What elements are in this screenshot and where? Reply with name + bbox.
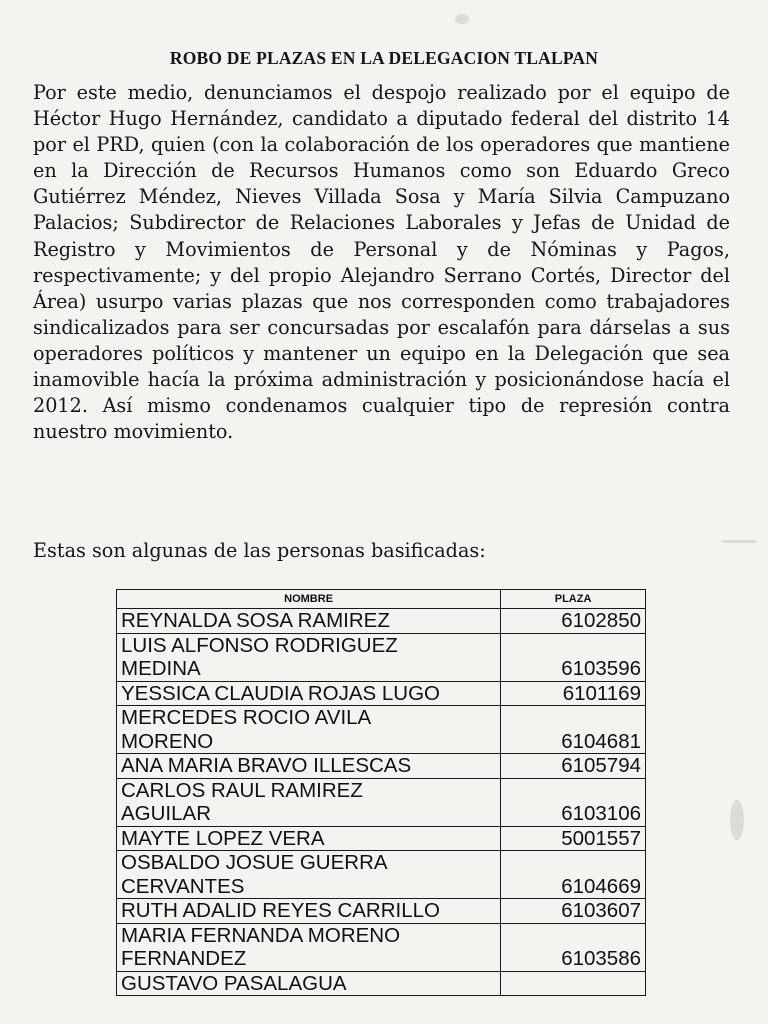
table-row: [117, 826, 646, 851]
table-intro: Estas son algunas de las personas basificadas:: [33, 539, 486, 562]
header-plaza: PLAZA: [501, 590, 646, 609]
row-plaza: 6103106: [501, 778, 646, 826]
row-nombre: MARIA FERNANDA MORENO FERNANDEZ: [117, 923, 501, 971]
row-nombre: GUSTAVO PASALAGUA: [117, 971, 501, 996]
row-plaza: 6105794: [501, 754, 646, 779]
scan-smudge: [722, 540, 756, 543]
table-row: [117, 899, 646, 924]
row-nombre: MAYTE LOPEZ VERA: [117, 826, 501, 851]
table-row: [117, 754, 646, 779]
row-nombre: YESSICA CLAUDIA ROJAS LUGO: [117, 681, 501, 706]
table-row: [117, 923, 646, 971]
scan-smudge: [455, 14, 469, 24]
row-plaza: 6103607: [501, 899, 646, 924]
row-plaza: 6102850: [501, 609, 646, 634]
row-plaza: 6101169: [501, 681, 646, 706]
row-plaza: 6103596: [501, 633, 646, 681]
table-row: [117, 609, 646, 634]
table-row: [117, 681, 646, 706]
row-nombre: CARLOS RAUL RAMIREZ AGUILAR: [117, 778, 501, 826]
row-plaza: 5001557: [501, 826, 646, 851]
row-nombre: REYNALDA SOSA RAMIREZ: [117, 609, 501, 634]
row-plaza: 6104681: [501, 706, 646, 754]
row-nombre: RUTH ADALID REYES CARRILLO: [117, 899, 501, 924]
row-nombre: OSBALDO JOSUE GUERRA CERVANTES: [117, 851, 501, 899]
row-plaza: 6103586: [501, 923, 646, 971]
table-row: [117, 633, 646, 681]
table-row: [117, 971, 646, 996]
table-row: [117, 778, 646, 826]
staff-table: [116, 589, 646, 996]
table-row: [117, 706, 646, 754]
row-nombre: LUIS ALFONSO RODRIGUEZ MEDINA: [117, 633, 501, 681]
row-plaza: [501, 971, 646, 996]
row-plaza: 6104669: [501, 851, 646, 899]
table-row: [117, 851, 646, 899]
document-title: ROBO DE PLAZAS EN LA DELEGACION TLALPAN: [169, 47, 599, 68]
row-nombre: MERCEDES ROCIO AVILA MORENO: [117, 706, 501, 754]
table-header-row: [117, 590, 646, 609]
scan-smudge: [730, 800, 744, 840]
header-nombre: NOMBRE: [117, 590, 501, 609]
complaint-paragraph: Por este medio, denunciamos el despojo realizado por el equipo de Héctor Hugo Hernández, candidato a diputado federal del distrito 14 por el PRD, quien (con la colaboración de los operadores que mantiene en la Dirección de Recursos Humanos como son Eduardo Greco Gutiérrez Méndez, Nieves Villada Sosa y María Silvia Campuzano Palacios; Subdirector de Relaciones Laborales y Jefas de Unidad de Registro y Movimientos de Personal y de Nóminas y Pagos, respectivamente; y del propio Alejandro Serrano Cortés, Director del Área) usurpo varias plazas que nos corresponden como trabajadores sindicalizados para ser concursadas por escalafón para dárselas a sus operadores políticos y mantener un equipo en la Delegación que sea inamovible hacía la próxima administración y posicionándose hacía el 2012. Así mismo condenamos cualquier tipo de represión contra nuestro movimiento.: [33, 81, 730, 444]
row-nombre: ANA MARIA BRAVO ILLESCAS: [117, 754, 501, 779]
